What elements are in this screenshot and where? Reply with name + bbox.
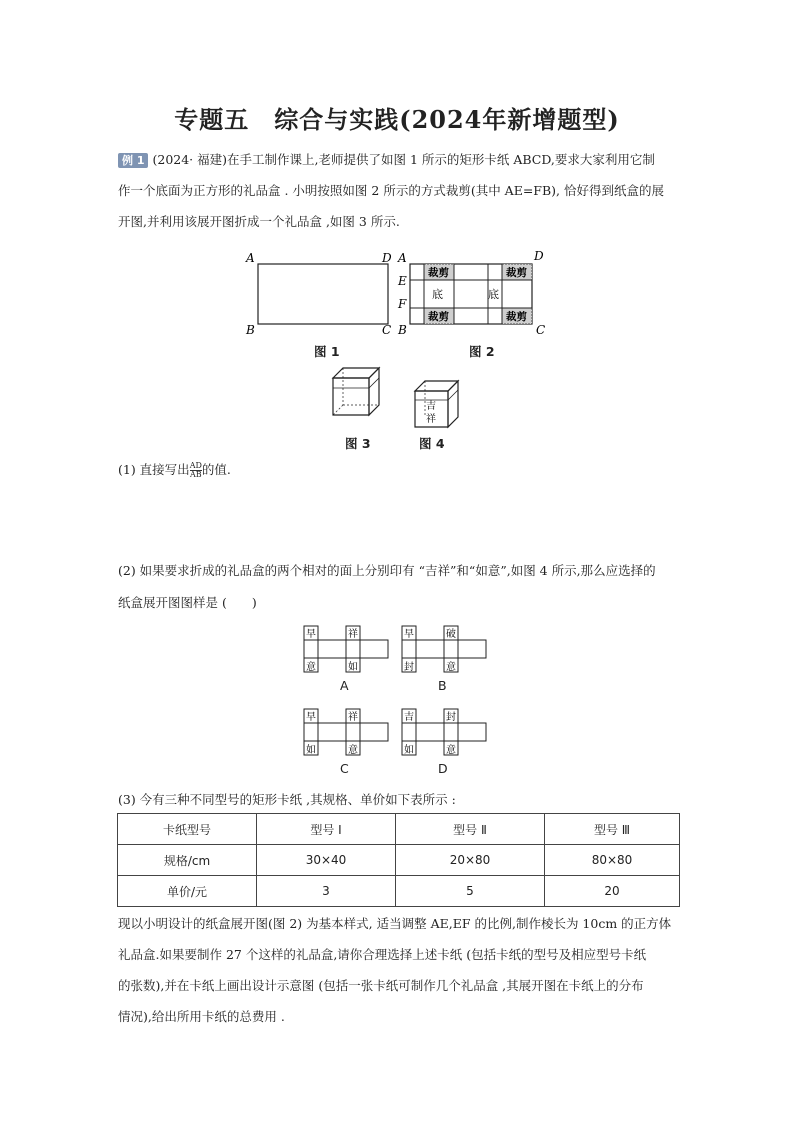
option-label[interactable]: A [340, 678, 349, 693]
label-c: C [536, 323, 546, 337]
q1-fraction [190, 462, 202, 479]
example-intro [118, 144, 678, 237]
option-face-br: 如 [348, 662, 358, 673]
table-row [118, 845, 680, 876]
figure-2-net [396, 248, 552, 338]
table-row [118, 876, 680, 907]
option-face-tl: 早 [306, 629, 316, 640]
option-face-bl: 如 [404, 745, 414, 756]
figure-1-caption: 图 1 [314, 344, 340, 359]
table-cell: 5 [396, 876, 545, 907]
option-net-d [401, 708, 491, 756]
example-badge: 例 1 [118, 153, 148, 168]
option-net-a [303, 625, 393, 673]
cut-label-bl: 裁剪 [428, 311, 449, 323]
bottom-label-1: 底 [432, 288, 443, 301]
bottom-label-2: 底 [488, 288, 499, 301]
figure-3-caption: 图 3 [345, 436, 371, 451]
table-header-cell: 型号 Ⅲ [545, 814, 680, 845]
table-cell: 30×40 [257, 845, 396, 876]
question-3-body [118, 908, 678, 1032]
option-face-bl: 如 [306, 745, 316, 756]
example-line-3: 开图,并利用该展开图折成一个礼品盒 ,如图 3 所示. [118, 214, 400, 229]
question-2: (2) 如果要求折成的礼品盒的两个相对的面上分别印有 “吉祥”和“如意”,如图 4 所示,那么应选择的 [118, 563, 656, 578]
option-face-bl: 封 [404, 662, 414, 673]
table-cell: 单价/元 [118, 876, 257, 907]
figure-3-cube [330, 364, 382, 418]
option-face-tr: 破 [446, 629, 456, 640]
label-a: A [246, 251, 255, 265]
option-face-tr: 祥 [348, 629, 358, 640]
option-label[interactable]: D [438, 761, 448, 776]
label-f: F [398, 297, 407, 311]
question-2-line-2: 纸盒展开图图样是 ( ) [118, 595, 257, 610]
q3-line-2: 礼品盒.如果要制作 27 个这样的礼品盒,请你合理选择上述卡纸 (包括卡纸的型号及相应型号卡纸 [118, 947, 647, 962]
q3-line-1: 现以小明设计的纸盒展开图(图 2) 为基本样式, 适当调整 AE,EF 的比例,制作棱长为 10cm 的正方体 [118, 916, 672, 931]
option-face-tl: 早 [306, 712, 316, 723]
table-cell: 80×80 [545, 845, 680, 876]
cut-label-tr: 裁剪 [506, 267, 527, 279]
option-net-c [303, 708, 393, 756]
cut-label-tl: 裁剪 [428, 267, 449, 279]
face-text-1: 吉 [426, 401, 436, 412]
option-face-tr: 祥 [348, 712, 358, 723]
q1-suffix: 的值. [201, 462, 231, 477]
label-e: E [398, 274, 407, 288]
option-face-br: 意 [446, 662, 456, 673]
table-header-cell: 型号 Ⅰ [257, 814, 396, 845]
q1-prefix: (1) 直接写出 [118, 462, 190, 477]
table-cell: 20×80 [396, 845, 545, 876]
option-face-tr: 封 [446, 712, 456, 723]
table-header-cell: 型号 Ⅱ [396, 814, 545, 845]
option-face-br: 意 [348, 745, 358, 756]
option-net-b [401, 625, 491, 673]
label-c: C [382, 323, 392, 337]
table-cell: 3 [257, 876, 396, 907]
figure-4-cube [412, 378, 462, 432]
example-line-1: (2024· 福建)在手工制作课上,老师提供了如图 1 所示的矩形卡纸 ABCD,要求大家利用它制 [152, 152, 655, 167]
option-face-tl: 吉 [404, 712, 414, 723]
cut-label-br: 裁剪 [506, 311, 527, 323]
label-a: A [398, 251, 407, 265]
option-label[interactable]: C [340, 761, 349, 776]
face-text-2: 祥 [426, 414, 436, 425]
page-title: 专题五 综合与实践(2024年新增题型) [174, 105, 620, 134]
figure-2-caption: 图 2 [469, 344, 495, 359]
example-line-2: 作一个底面为正方形的礼品盒 . 小明按照如图 2 所示的方式裁剪(其中 AE=FB), 恰好得到纸盒的展 [118, 183, 664, 198]
q3-line-4: 情况),给出所用卡纸的总费用 . [118, 1009, 285, 1024]
spec-table [117, 813, 680, 907]
table-cell: 20 [545, 876, 680, 907]
table-header-cell: 卡纸型号 [118, 814, 257, 845]
label-d: D [382, 251, 392, 265]
option-label[interactable]: B [438, 678, 447, 693]
label-b: B [398, 323, 407, 337]
question-3: (3) 今有三种不同型号的矩形卡纸 ,其规格、单价如下表所示 : [118, 792, 456, 807]
figure-4-caption: 图 4 [419, 436, 445, 451]
label-b: B [246, 323, 255, 337]
option-face-br: 意 [446, 745, 456, 756]
table-cell: 规格/cm [118, 845, 257, 876]
q3-line-3: 的张数),并在卡纸上画出设计示意图 (包括一张卡纸可制作几个礼品盒 ,其展开图在卡纸上的分布 [118, 978, 644, 993]
q1-numerator: AD [189, 461, 202, 470]
figure-1-rectangle [244, 248, 404, 338]
q1-denominator: AB [189, 470, 202, 479]
option-face-tl: 早 [404, 629, 414, 640]
question-1 [118, 460, 231, 479]
label-d: D [534, 249, 544, 263]
table-header-row [118, 814, 680, 845]
option-face-bl: 意 [306, 662, 316, 673]
